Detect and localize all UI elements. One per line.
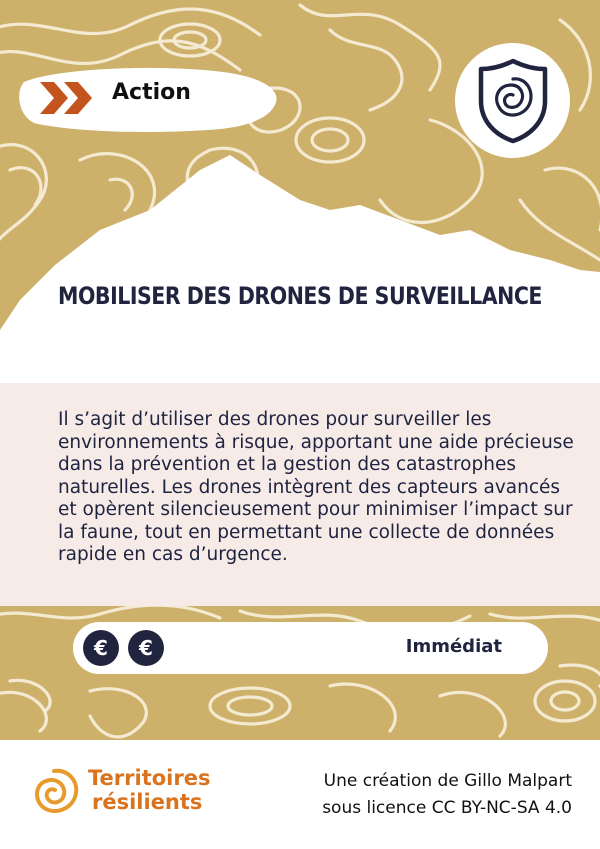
card-type-badge xyxy=(18,62,283,134)
cost-timing-bar xyxy=(73,622,548,674)
card-type-label: Action xyxy=(112,80,191,105)
logo-wordmark xyxy=(88,766,210,814)
card-description: Il s’agit d’utiliser des drones pour surveiller les environnements à risque, apportant une aide précieuse dans la prévention et la gestion des catastrophes naturelles. Les drones intègrent des capteurs avancés et opèrent silencieusement pour minimiser l’impact sur la faune, tout en permettant une collecte de données rapide en cas d’urgence. xyxy=(58,409,574,565)
euro-icon: € xyxy=(128,630,164,666)
double-chevron-right-icon xyxy=(36,78,98,118)
territoires-resilients-logo xyxy=(28,762,228,822)
shield-spiral-icon xyxy=(477,57,549,145)
logo-line-2: résilients xyxy=(92,790,203,814)
credit-author: Une création de Gillo Malpart xyxy=(323,771,572,791)
card-title: MOBILISER DES DRONES DE SURVEILLANCE xyxy=(58,282,542,310)
spiral-logo-icon xyxy=(28,765,80,817)
euro-icon: € xyxy=(83,630,119,666)
license-credit xyxy=(322,768,572,822)
timing-label: Immédiat xyxy=(405,636,502,657)
category-icon-container xyxy=(455,43,570,158)
description-section xyxy=(0,383,600,607)
credit-license: sous licence CC BY-NC-SA 4.0 xyxy=(322,798,572,818)
logo-line-1: Territoires xyxy=(88,766,211,790)
card-footer xyxy=(0,740,600,849)
